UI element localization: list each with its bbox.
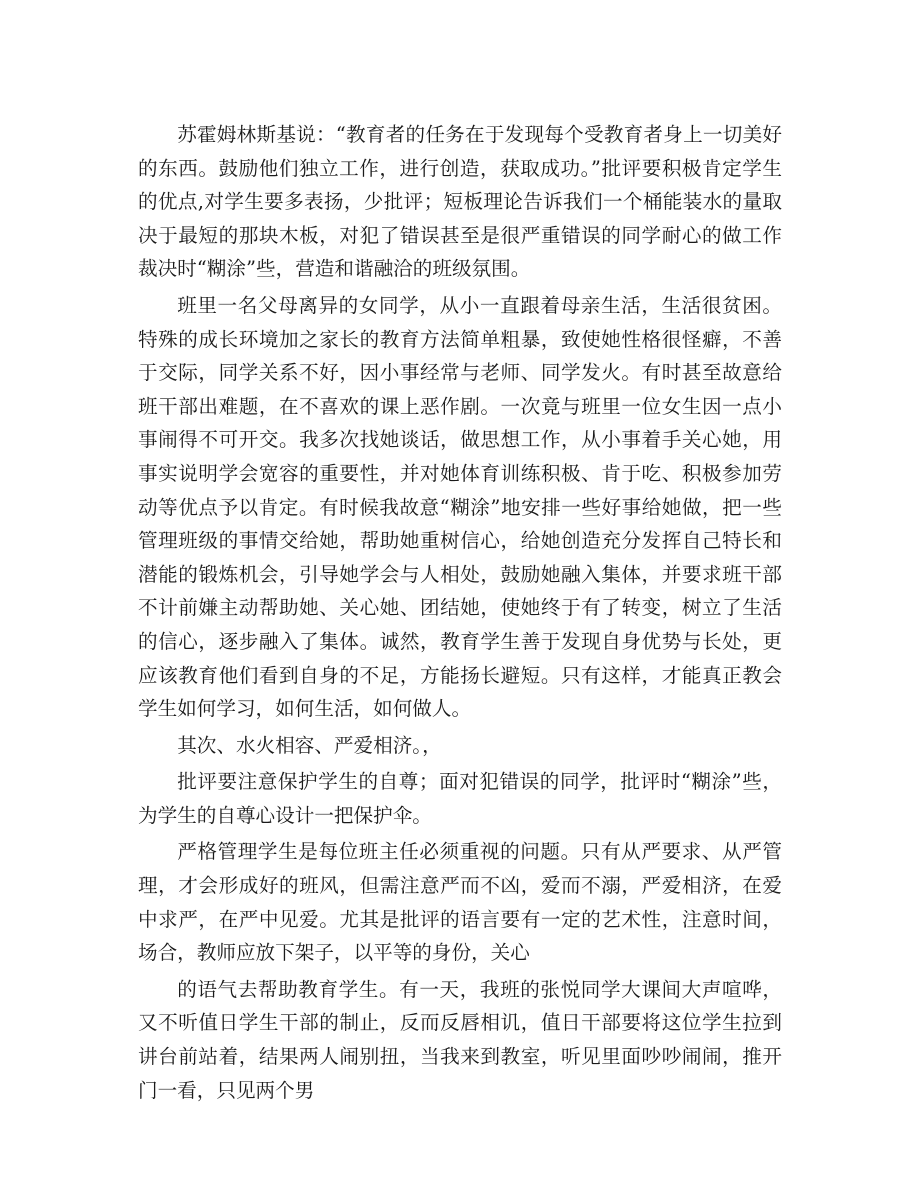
paragraph-2: 班里一名父母离异的女同学，从小一直跟着母亲生活，生活很贫困。特殊的成长环境加之家长的教育方法简单粗暴，致使她性格很怪癖，不善于交际，同学关系不好，因小事经常与老师、同学发火。有时甚至故意给班干部出难题，在不喜欢的课上恶作剧。一次竟与班里一位女生因一点小事闹得不可开交。我多次找她谈话，做思想工作，从小事着手关心她，用事实说明学会宽容的重要性，并对她体育训练积极、肯于吃、积极参加劳动等优点予以肯定。有时候我故意“糊涂”地安排一些好事给她做，把一些管理班级的事情交给她，帮助她重树信心，给她创造充分发挥自己特长和潜能的锻炼机会，引导她学会与人相处，鼓励她融入集体，并要求班干部不计前嫌主动帮助她、关心她、团结她，使她终于有了转变，树立了生活的信心，逐步融入了集体。诚然，教育学生善于发现自身优势与长处，更应该教育他们看到自身的不足，方能扬长避短。只有这样，才能真正教会学生如何学习，如何生活，如何做人。: [138, 293, 782, 721]
paragraph-1: 苏霍姆林斯基说：“教育者的任务在于发现每个受教育者身上一切美好的东西。鼓励他们独立工作，进行创造，获取成功。”批评要积极肯定学生的优点,对学生要多表扬，少批评；短板理论告诉我们一个桶能装水的量取决于最短的那块木板，对犯了错误甚至是很严重错误的同学耐心的做工作裁决时“糊涂”些，营造和谐融洽的班级氛围。: [138, 123, 782, 281]
document-body: [138, 118, 782, 1110]
paragraph-4: 批评要注意保护学生的自尊；面对犯错误的同学，批评时“糊涂”些，为学生的自尊心设计一把保护伞。: [138, 770, 782, 827]
paragraph-3: 其次、水火相容、严爱相济。，: [177, 733, 442, 757]
paragraph-5: 严格管理学生是每位班主任必须重视的问题。只有从严要求、从严管理，才会形成好的班风，但需注意严而不凶，爱而不溺，严爱相济，在爱中求严，在严中见爱。尤其是批评的语言要有一定的艺术性，注意时间，场合，教师应放下架子，以平等的身份，关心: [138, 840, 782, 965]
paragraph-6: 的语气去帮助教育学生。有一天，我班的张悦同学大课间大声喧哗，又不听值日学生干部的制止，反而反唇相讥，值日干部要将这位学生拉到讲台前站着，结果两人闹别扭，当我来到教室，听见里面吵吵闹闹，推开门一看，只见两个男: [138, 977, 782, 1102]
